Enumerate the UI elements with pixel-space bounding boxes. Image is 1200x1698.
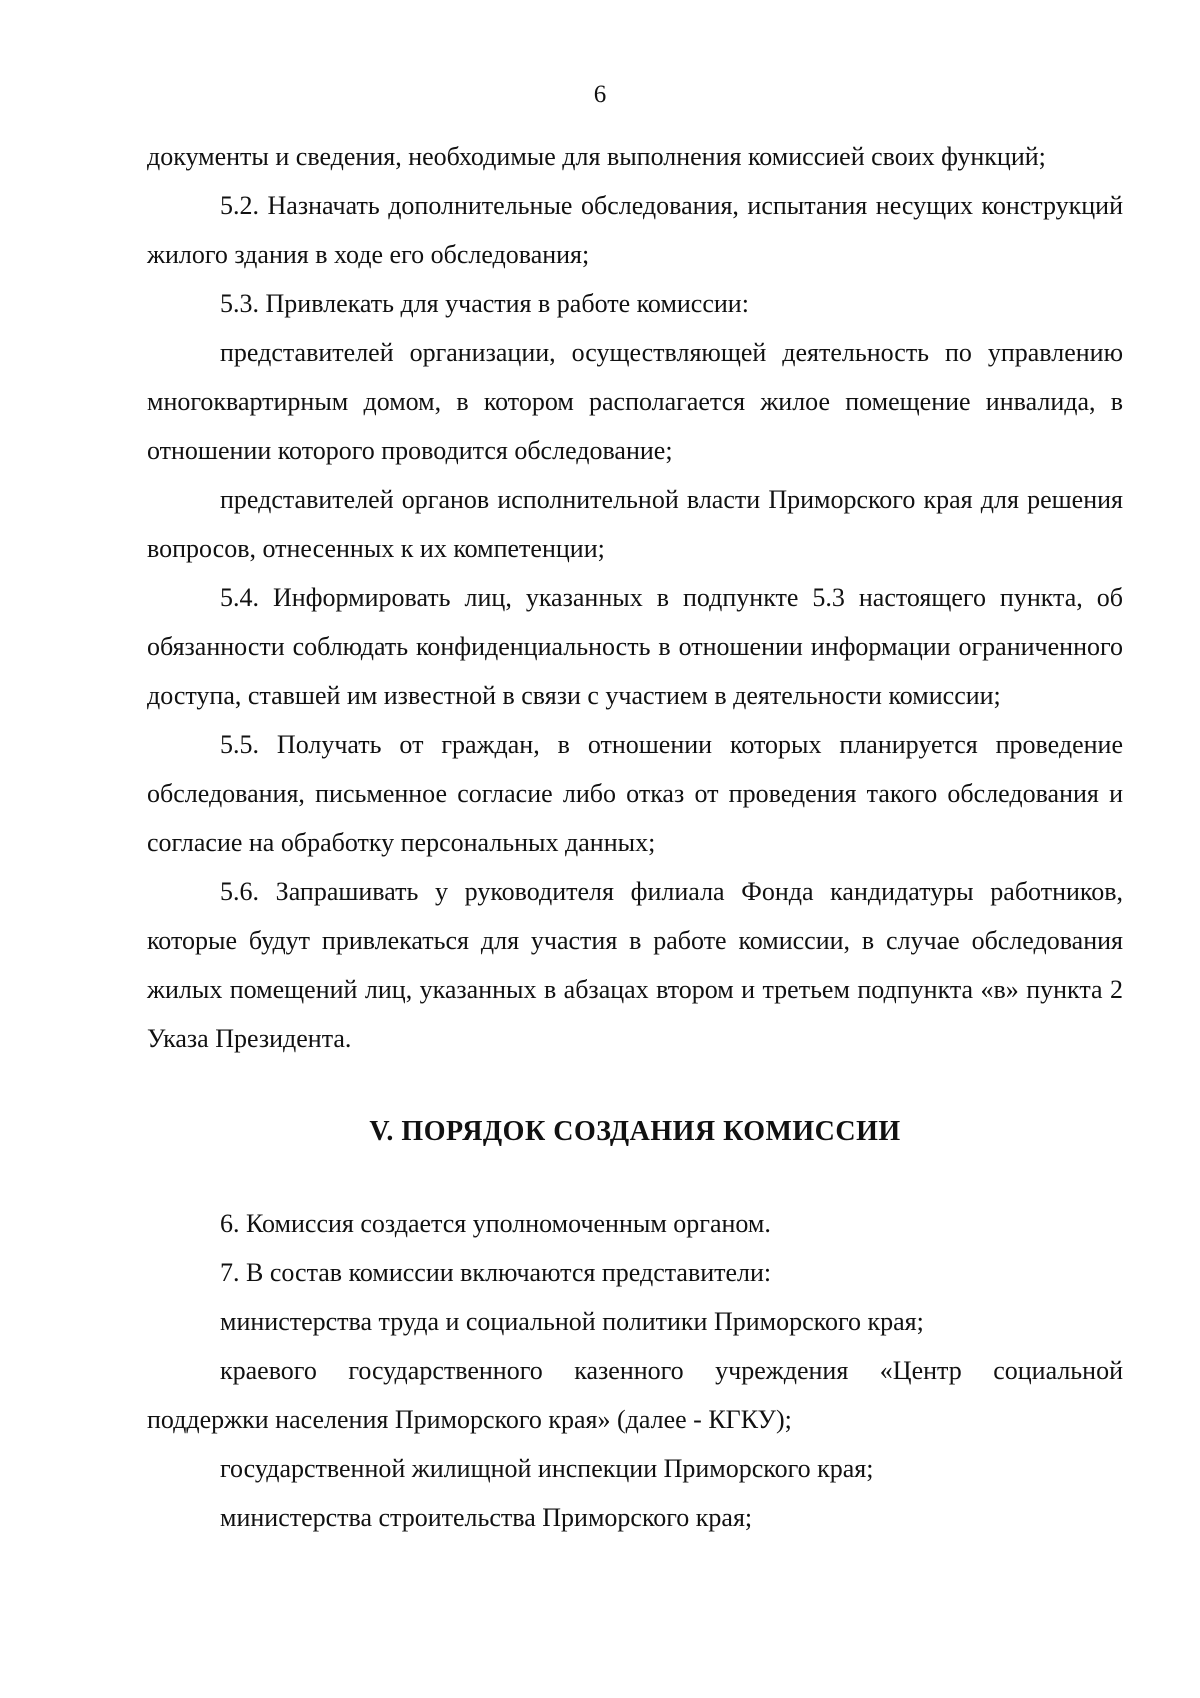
paragraph-7: 7. В состав комиссии включаются представители:	[220, 1258, 772, 1287]
paragraph-7-item-4: министерства строительства Приморского края;	[220, 1503, 753, 1532]
paragraph-7-item-3: государственной жилищной инспекции Приморского края;	[220, 1454, 874, 1483]
paragraph-5-6: 5.6. Запрашивать у руководителя филиала Фонда кандидатуры работников, которые будут привлекаться для участия в работе комиссии, в случае обследования жилых помещений лиц, указанных в абзацах втором и третьем подпункта «в» пункта 2 Указа Президента.	[147, 877, 1123, 1053]
paragraph-7-item-2: краевого государственного казенного учреждения «Центр социальной поддержки населения Приморского края» (далее - КГКУ);	[147, 1356, 1123, 1434]
paragraph-5-4: 5.4. Информировать лиц, указанных в подпункте 5.3 настоящего пункта, об обязанности соблюдать конфиденциальность в отношении информации ограниченного доступа, ставшей им известной в связи с участием в деятельности комиссии;	[147, 583, 1123, 710]
section-heading: V. ПОРЯДОК СОЗДАНИЯ КОМИССИИ	[369, 1116, 901, 1147]
paragraph-6: 6. Комиссия создается уполномоченным органом.	[220, 1209, 771, 1238]
paragraph-5-3-item-2: представителей органов исполнительной власти Приморского края для решения вопросов, отнесенных к их компетенции;	[147, 485, 1123, 563]
paragraph-5-2: 5.2. Назначать дополнительные обследования, испытания несущих конструкций жилого здания в ходе его обследования;	[147, 191, 1123, 269]
document-body	[147, 132, 1123, 1542]
paragraph-7-item-1: министерства труда и социальной политики Приморского края;	[220, 1307, 924, 1336]
page-number: 6	[593, 81, 607, 108]
paragraph-5-3: 5.3. Привлекать для участия в работе комиссии:	[220, 289, 749, 318]
paragraph-5-3-item-1: представителей организации, осуществляющей деятельность по управлению многоквартирным домом, в котором располагается жилое помещение инвалида, в отношении которого проводится обследование;	[147, 338, 1123, 465]
paragraph-5-5: 5.5. Получать от граждан, в отношении которых планируется проведение обследования, письменное согласие либо отказ от проведения такого обследования и согласие на обработку персональных данных;	[147, 730, 1123, 857]
paragraph-continuation: документы и сведения, необходимые для выполнения комиссией своих функций;	[147, 142, 1046, 171]
